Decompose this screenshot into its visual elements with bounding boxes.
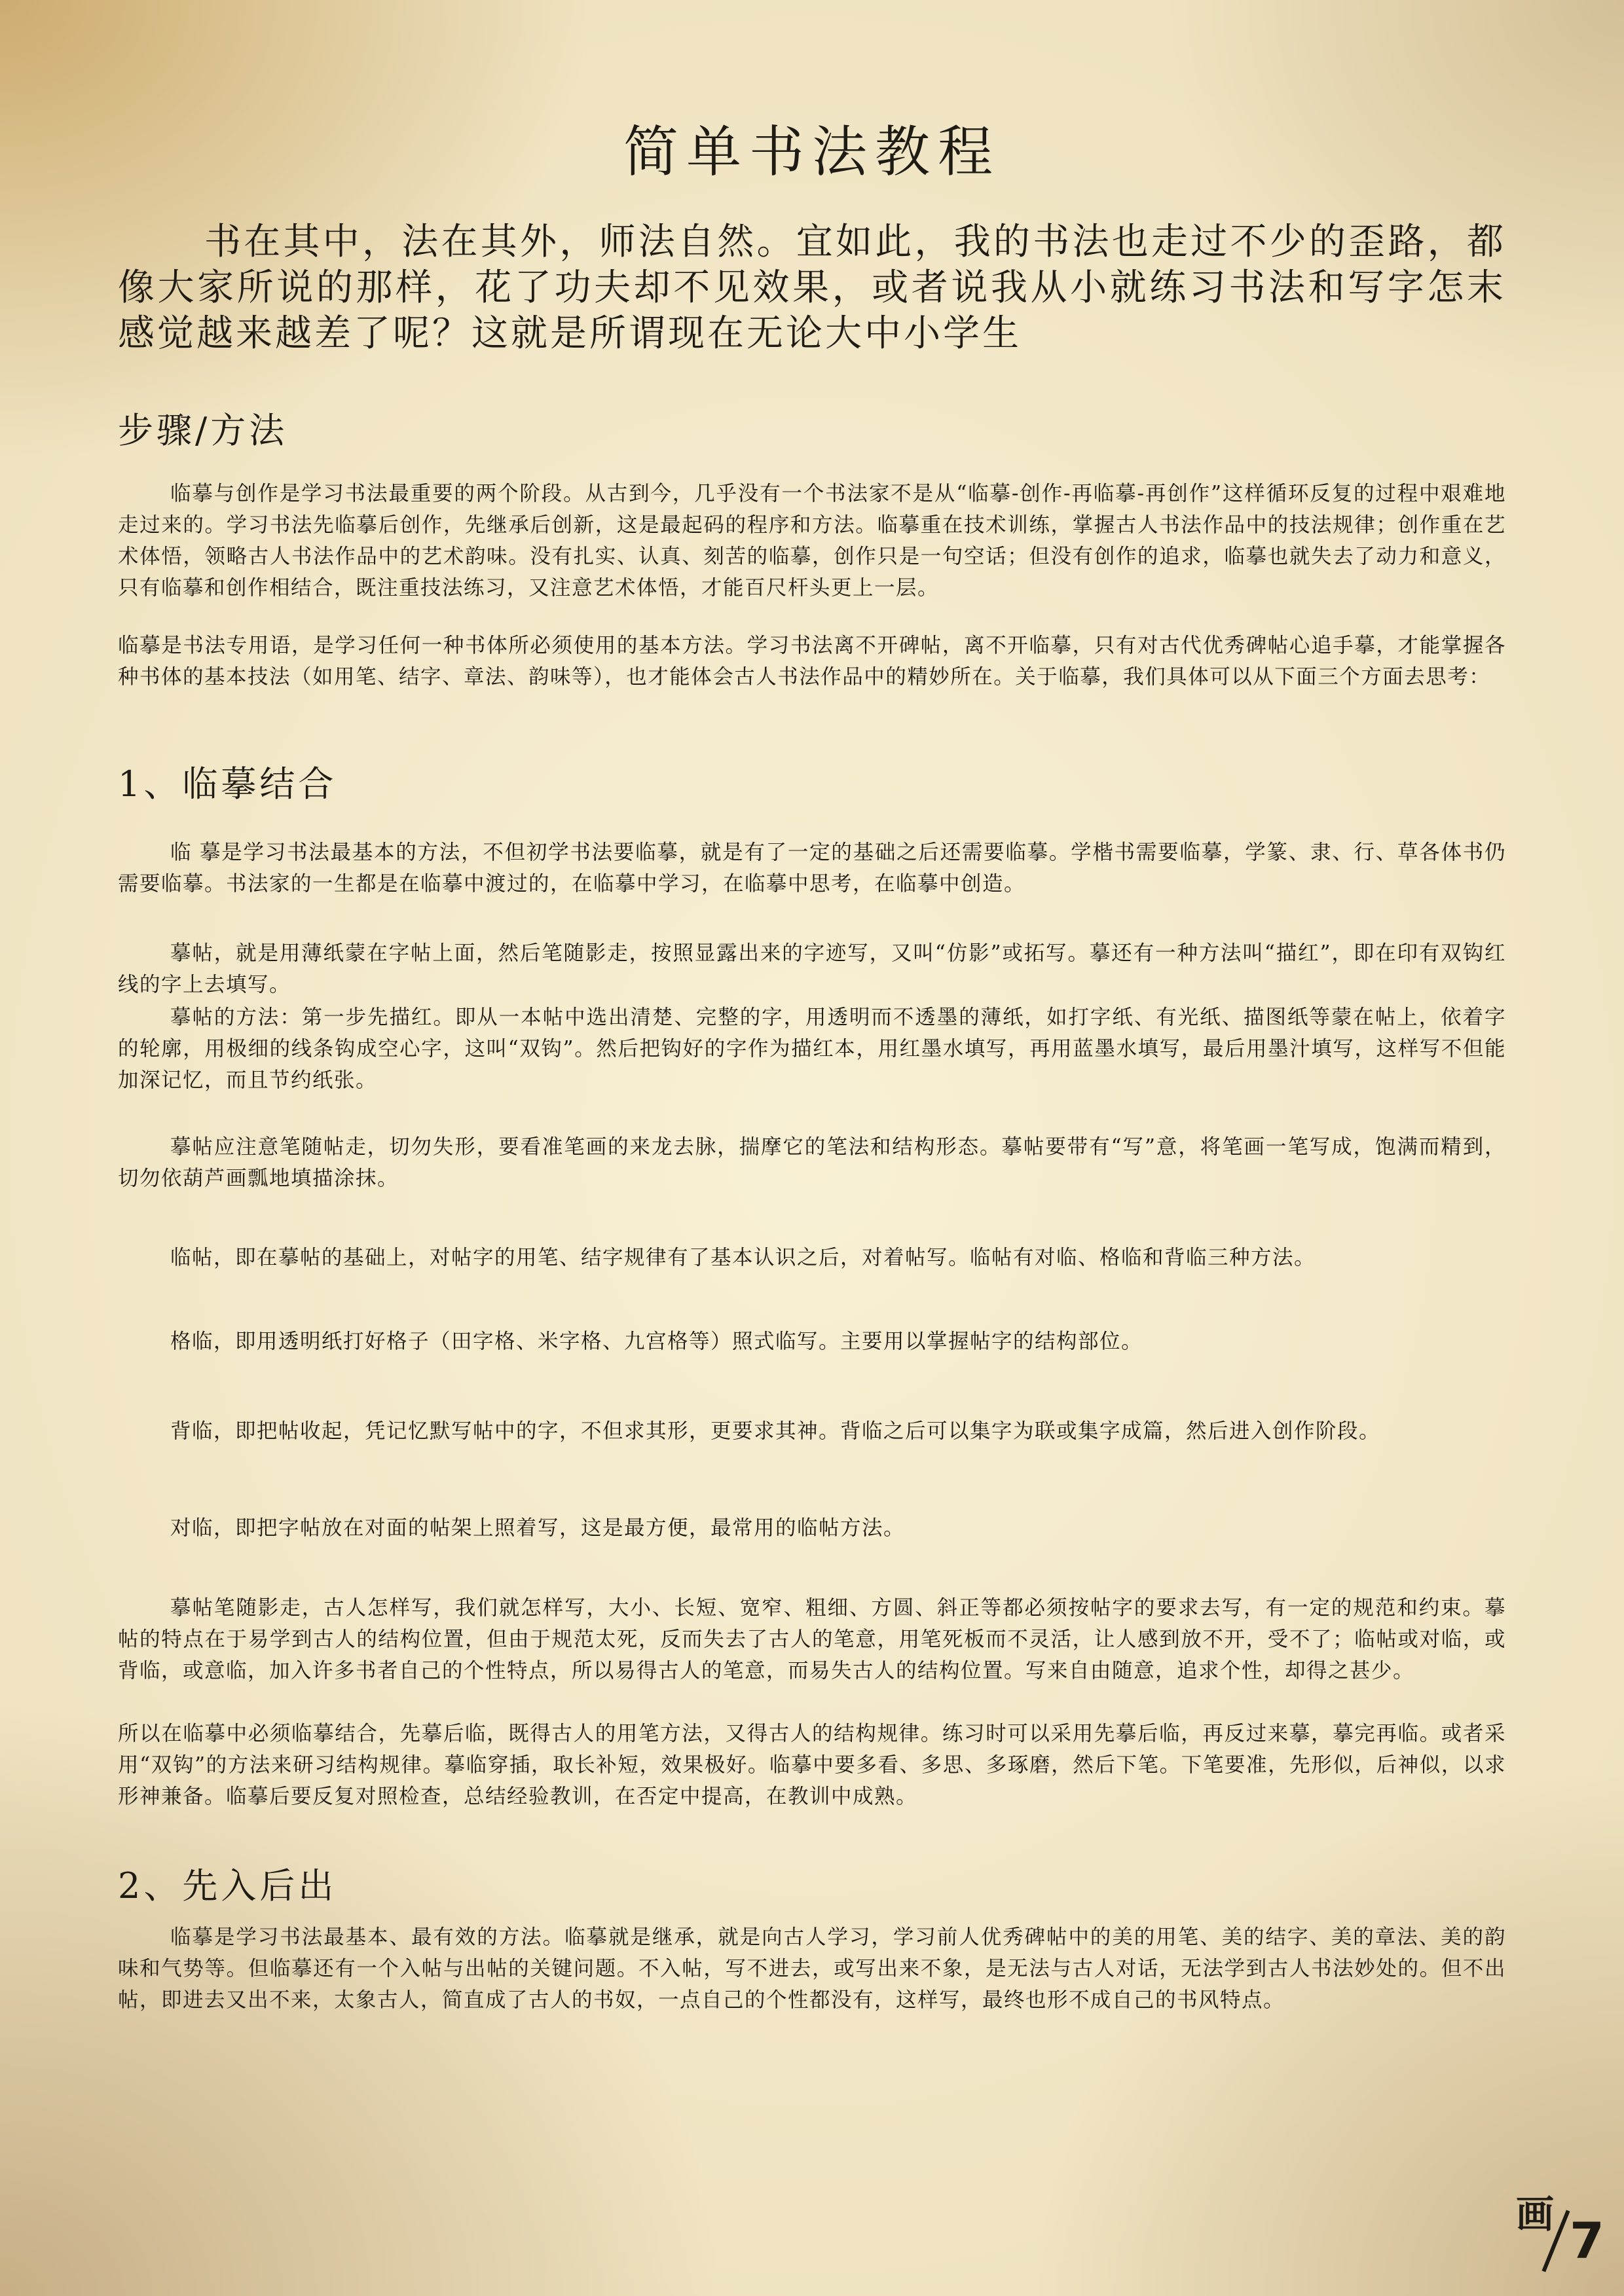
section1-paragraph-5: 临帖，即在摹帖的基础上，对帖字的用笔、结字规律有了基本认识之后，对着帖写。临帖有对临、格临和背临三种方法。 [170, 1246, 1316, 1269]
section1-paragraph-8: 对临，即把字帖放在对面的帖架上照着写，这是最方便，最常用的临帖方法。 [170, 1516, 906, 1540]
heading-section-2: 2、先入后出 [118, 1865, 337, 1906]
section1-paragraph-3: 摹帖的方法：第一步先描红。即从一本帖中选出清楚、完整的字，用透明而不透墨的薄纸，如打字纸、有光纸、描图纸等蒙在帖上，依着字的轮廓，用极细的线条钩成空心字，这叫“双钩”。然后把钩好的字作为描红本，用红墨水填写，再用蓝墨水填写，最后用墨汁填写，这样写不但能加深记忆，而且节约纸张。 [118, 1006, 1506, 1092]
section1-paragraph-6: 格临，即用透明纸打好格子（田字格、米字格、九宫格等）照式临写。主要用以掌握帖字的结构部位。 [170, 1330, 1143, 1353]
intro-paragraph: 书在其中，法在其外，师法自然。宜如此，我的书法也走过不少的歪路，都像大家所说的那样，花了功夫却不见效果，或者说我从小就练习书法和写字怎末感觉越来越差了呢？这就是所谓现在无论大中小学生 [118, 221, 1506, 355]
section1-paragraph-7: 背临，即把帖收起，凭记忆默写帖中的字，不但求其形，更要求其神。背临之后可以集字为联或集字成篇，然后进入创作阶段。 [170, 1419, 1381, 1443]
steps-paragraph-1: 临摹与创作是学习书法最重要的两个阶段。从古到今，几乎没有一个书法家不是从“临摹-创作-再临摹-再创作”这样循环反复的过程中艰难地走过来的。学习书法先临摹后创作，先继承后创新，这是最起码的程序和方法。临摹重在技术训练，掌握古人书法作品中的技法规律；创作重在艺术体悟，领略古人书法作品中的艺术韵味。没有扎实、认真、刻苦的临摹，创作只是一句空话；但没有创作的追求，临摹也就失去了动力和意义，只有临摹和创作相结合，既注重技法练习，又注意艺术体悟，才能百尺杆头更上一层。 [118, 482, 1506, 600]
heading-section-1: 1、临摹结合 [118, 763, 337, 805]
section2-paragraph-1: 临摹是学习书法最基本、最有效的方法。临摹就是继承，就是向古人学习，学习前人优秀碑帖中的美的用笔、美的结字、美的章法、美的韵味和气势等。但临摹还有一个入帖与出帖的关键问题。不入帖，写不进去，或写出来不象，是无法与古人对话，无法学到古人书法妙处的。但不出帖，即进去又出不来，太象古人，简直成了古人的书奴，一点自己的个性都没有，这样写，最终也形不成自己的书风特点。 [118, 1925, 1506, 2012]
section1-paragraph-9: 摹帖笔随影走，古人怎样写，我们就怎样写，大小、长短、宽窄、粗细、方圆、斜正等都必须按帖字的要求去写，有一定的规范和约束。摹帖的特点在于易学到古人的结构位置，但由于规范太死，反而失去了古人的笔意，用笔死板而不灵活，让人感到放不开，受不了；临帖或对临，或背临，或意临，加入许多书者自己的个性特点，所以易得古人的笔意，而易失古人的结构位置。写来自由随意，追求个性，却得之甚少。 [118, 1596, 1506, 1683]
page-number [1516, 2183, 1608, 2269]
section1-paragraph-4: 摹帖应注意笔随帖走，切勿失形，要看准笔画的来龙去脉，揣摩它的笔法和结构形态。摹帖要带有“写”意，将笔画一笔写成，饱满而精到，切勿依葫芦画瓢地填描涂抹。 [118, 1135, 1506, 1190]
section1-paragraph-2: 摹帖，就是用薄纸蒙在字帖上面，然后笔随影走，按照显露出来的字迹写，又叫“仿影”或拓写。摹还有一种方法叫“描红”，即在印有双钩红线的字上去填写。 [118, 941, 1506, 996]
steps-paragraph-2: 临摹是书法专用语，是学习任何一种书体所必须使用的基本方法。学习书法离不开碑帖，离不开临摹，只有对古代优秀碑帖心追手摹，才能掌握各种书体的基本技法（如用笔、结字、章法、韵味等），也才能体会古人书法作品中的精妙所在。关于临摹，我们具体可以从下面三个方面去思考： [118, 634, 1506, 689]
page-number-value: 7 [1570, 2212, 1604, 2270]
section1-paragraph-10: 所以在临摹中必须临摹结合，先摹后临，既得古人的用笔方法，又得古人的结构规律。练习时可以采用先摹后临，再反过来摹，摹完再临。或者采用“双钩”的方法来研习结构规律。摹临穿插，取长补短，效果极好。临摹中要多看、多思、多琢磨，然后下笔。下笔要准，先形似，后神似，以求形神兼备。临摹后要反复对照检查，总结经验教训，在否定中提高，在教训中成熟。 [118, 1722, 1506, 1808]
page-title: 简单书法教程 [623, 120, 1001, 184]
page-number-glyph: 画 [1516, 2192, 1555, 2236]
heading-steps: 步骤/方法 [118, 410, 288, 451]
section1-paragraph-1: 临 摹是学习书法最基本的方法，不但初学书法要临摹，就是有了一定的基础之后还需要临摹。学楷书需要临摹，学篆、隶、行、草各体书仍需要临摹。书法家的一生都是在临摹中渡过的，在临摹中学习，在临摹中思考，在临摹中创造。 [118, 841, 1506, 896]
